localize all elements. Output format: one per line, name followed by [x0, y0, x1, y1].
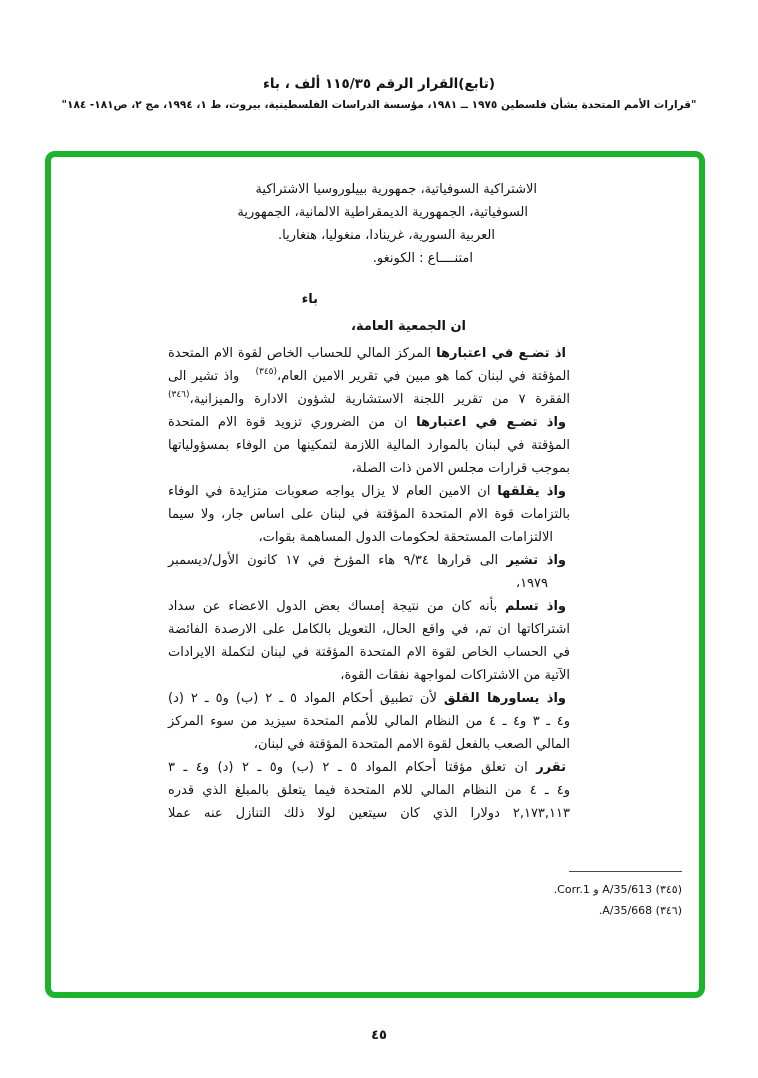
- footnotes: [554, 871, 682, 921]
- body-line: الفقرة ٧ من تقرير اللجنة الاستشارية لشؤون الادارة والميزانية،$^{(٣٤٦)}$: [168, 390, 571, 407]
- body-line: المؤقتة في لبنان بالموارد المالية اللازمة لتمكينها من الوفاء بمسؤولياتها: [168, 438, 570, 453]
- footnote: (٣٤٦) A/35/668.: [598, 904, 682, 917]
- body-line: تقرر ان تعلق مؤقتا أحكام المواد ٥ ـ ٢ (ب) و٥ ـ ٢ (د) و٤ ـ ٣: [168, 756, 570, 779]
- body-line: بالتزامات قوة الام المتحدة المؤقتة في لبنان على اساس جار، ولا سيما: [168, 507, 570, 522]
- footnote-ref: (٣٤٥): [255, 367, 278, 377]
- assembly-heading: ان الجمعية العامة،: [351, 319, 466, 334]
- resolution-title: (تابع)القرار الرقم ١١٥/٣٥ ألف ، باء: [262, 76, 496, 92]
- abstention-line: امتنــــاع : الكونغو.: [372, 251, 473, 266]
- page-header: [0, 76, 758, 111]
- body-line: و٤ ـ ٤ من النظام المالي للام المتحدة فيما يتعلق بالمبلغ الذي قدره: [168, 783, 570, 798]
- vote-line: السوفياتية، الجمهورية الديمقراطية الالمانية، الجمهورية: [237, 205, 528, 220]
- lead-phrase: واذ تضـع في اعتبارها: [416, 415, 566, 430]
- body-line: واذ تضـع في اعتبارها ان من الضروري تزويد قوة الام المتحدة: [168, 411, 570, 434]
- body-line: المؤقتة في لبنان كما هو مبين في تقرير الامين العام،$^{(٣٤٥)}$ واذ تشير الى: [168, 367, 571, 384]
- body-line: واذ يقلقها ان الامين العام لا يزال يواجه صعوبات متزايدة في الوفاء: [168, 480, 570, 503]
- body-line: واذ تسلم بأنه كان من نتيجة إمساك بعض الدول الاعضاء عن سداد: [168, 595, 570, 618]
- lead-phrase: واذ يقلقها: [497, 484, 566, 499]
- body-line: واذ تشير الى قرارها ٩/٣٤ هاء المؤرخ في ١٧ كانون الأول/ديسمبر: [168, 549, 570, 572]
- resolution-text: [168, 157, 570, 825]
- body-line: الالتزامات المستحقة لحكومات الدول المساهمة بقوات،: [258, 530, 553, 545]
- lead-phrase: تقرر: [536, 760, 567, 775]
- body-line: المالي الصعب بالفعل لقوة الامم المتحدة المؤقتة في لبنان،: [253, 737, 570, 752]
- footnote-divider: [569, 871, 682, 872]
- vote-line: العربية السورية، غرينادا، منغوليا، هنغاريا.: [278, 228, 495, 243]
- part-heading: باء: [301, 292, 318, 307]
- body-line: ٢,١٧٣,١١٣ دولارا الذي كان سيتعين لولا ذلك التنازل عنه عملا: [168, 806, 570, 821]
- body-line: واذ يساورها القلق لأن تطبيق أحكام المواد ٥ ـ ٢ (ب) و٥ ـ ٢ (د): [168, 687, 570, 710]
- body-line: اذ تضـع في اعتبارها المركز المالي للحساب الخاص لقوة الام المتحدة: [168, 342, 570, 365]
- body-line: ١٩٧٩،: [515, 576, 548, 591]
- footnote-ref: (٣٤٦): [168, 390, 190, 400]
- body-line: بموجب قرارات مجلس الامن ذات الصلة،: [351, 461, 570, 476]
- body-line: في الحساب الخاص لقوة الام المتحدة المؤقتة في لبنان لتكملة الايرادات: [168, 645, 570, 660]
- body-line: الآتية من الاشتراكات لمواجهة نفقات القوة،: [340, 668, 570, 683]
- lead-phrase: واذ تشير: [506, 553, 566, 568]
- page-number: ٤٥: [371, 1028, 387, 1043]
- body-line: و٤ ـ ٣ و٤ ـ ٤ من النظام المالي للأمم المتحدة سيزيد من سوء المركز: [168, 714, 570, 729]
- vote-line: الاشتراكية السوفياتية، جمهورية بييلوروسيا الاشتراكية: [255, 182, 537, 197]
- content-frame: [45, 151, 705, 998]
- source-citation: "قرارات الأمم المتحدة بشأن فلسطين ١٩٧٥ ــ ١٩٨١، مؤسسة الدراسات الفلسطينية، بيروت، ط ١، ١٩٩٤، مج ٢، ص١٨١- ١٨٤": [61, 99, 697, 111]
- lead-phrase: واذ تسلم: [505, 599, 566, 614]
- lead-phrase: واذ يساورها القلق: [443, 691, 566, 706]
- footnote: (٣٤٥) A/35/613 و Corr.1.: [553, 883, 682, 896]
- lead-phrase: اذ تضـع في اعتبارها: [436, 346, 566, 361]
- body-line: اشتراكاتها ان تم، في واقع الحال، التعويل بالكامل على الارصدة الفائضة: [168, 622, 570, 637]
